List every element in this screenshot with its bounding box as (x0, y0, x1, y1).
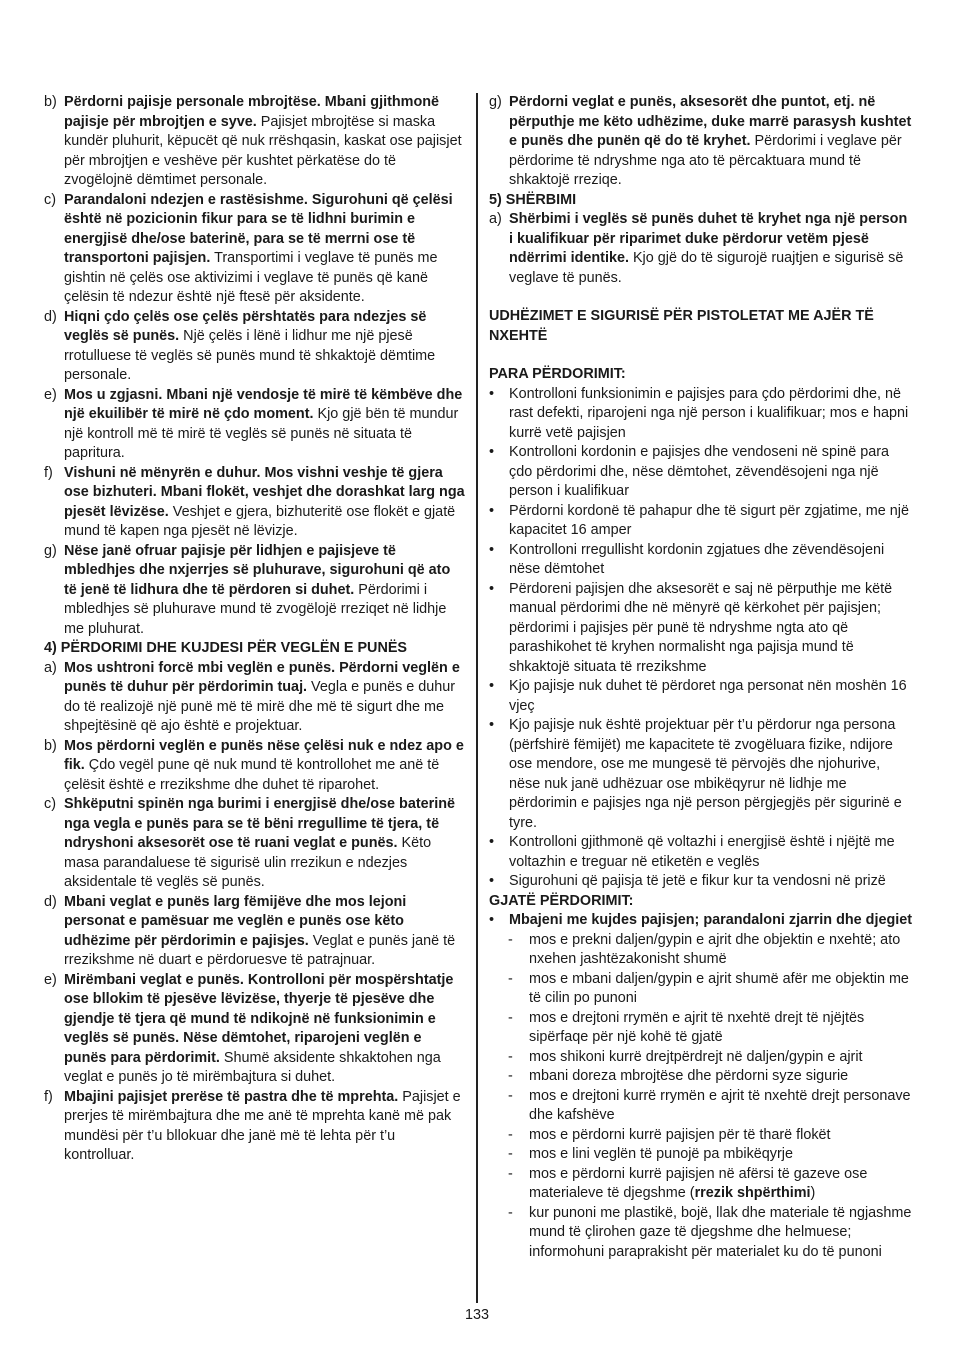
item-text: Përdorimi i veglave për përdorime të ndryshme nga ato të përcaktuara mund të shkaktojë rreziqe. (509, 133, 902, 188)
instruction-item (44, 542, 466, 640)
item-bold-text: Hiqni çdo çelës ose çelës përshtatës para ndezjes së veglës së punës. (64, 308, 427, 344)
item-text: Këto masa parandaluese të sigurisë ulin rrezikun e ndezjes aksidentale të veglës së punës. (64, 835, 432, 890)
dash-text: mos e mbani daljen/gypin e ajrit shumë afër me objektin me të cilin po punoni (529, 970, 909, 1006)
item-marker: e) (44, 971, 57, 988)
item-marker: d) (44, 893, 57, 910)
bullet-marker: • (489, 678, 495, 694)
item-text: Përdorimi i mbledhjes së pluhurave mund të zvogëlojë rreziqet në lidhje me pluhurat. (64, 581, 447, 637)
dash-marker: - (508, 1048, 513, 1065)
instruction-item (44, 308, 466, 386)
dash-marker: - (508, 1204, 513, 1221)
item-marker: e) (44, 386, 57, 403)
item-bold-text: Mbajini pajisjet prerëse të pastra dhe të mprehta. (64, 1088, 399, 1105)
instruction-item (44, 659, 466, 737)
item-bold-text: Mos u zgjasni. Mbani një vendosje të mirë të këmbëve dhe një ekuilibër të mirë në çdo moment. (64, 386, 463, 422)
dash-item (489, 1067, 913, 1087)
item-bold-text: Mos ushtroni forcë mbi veglën e punës. Përdorni veglën e punës të duhur për përdorimin tuaj. (64, 659, 460, 695)
item-marker: f) (44, 464, 53, 481)
spacer (489, 288, 913, 307)
dash-item (489, 1087, 913, 1126)
dash-item (489, 1145, 913, 1165)
bullet-marker: • (489, 444, 495, 460)
dash-text-after: ) (810, 1185, 816, 1201)
instruction-item (489, 93, 913, 191)
dash-marker: - (508, 931, 513, 948)
item-text: Kjo gjë do të sigurojë ruajtjen e sigurisë së veglave të punës. (509, 250, 904, 286)
bullet-marker: • (489, 385, 495, 402)
bullet-item (489, 443, 913, 502)
dash-text: mos shikoni kurrë drejtpërdrejt në daljen/gypin e ajrit (529, 1048, 863, 1065)
item-bold-text: Mbani veglat e punës larg fëmijëve dhe mos lejoni personat e pamësuar me veglën e punës ose këto udhëzime për përdorimin e pajisjes. (64, 893, 407, 949)
bullet-text: Përdorni kordonë të pahapur dhe të sigurt për zgjatime, me një kapacitet 16 amper (509, 502, 909, 538)
section-heading: 5) SHËRBIMI (489, 191, 577, 208)
item-text: Veglat e punës janë të rrezikshme në duart e përdoruesve të patrajnuar. (64, 932, 456, 968)
dash-item (489, 970, 913, 1009)
dash-marker: - (508, 1087, 513, 1104)
section-heading: GJATË PËRDORIMIT: (489, 892, 634, 909)
bullet-item (489, 833, 913, 872)
item-marker: d) (44, 308, 57, 325)
right-column (489, 93, 913, 1262)
bullet-item (489, 677, 913, 716)
item-marker: g) (44, 542, 57, 559)
item-bold-text: Mos përdorni veglën e punës nëse çelësi nuk e ndez apo e fik. (64, 737, 464, 773)
item-text: Një çelës i lënë i lidhur me një pjesë rrotulluese të veglës së punës mund të shkaktojë dëmtime personale. (64, 328, 436, 383)
dash-item (489, 1048, 913, 1068)
instruction-item (44, 971, 466, 1088)
item-text: Veshjet e gjera, bizhuteritë ose flokët e gjatë mund të kapen nga pjesët në lëvizje. (64, 503, 456, 539)
bullet-text: Kjo pajisje nuk duhet të përdoret nga personat nën moshën 16 vjeç (509, 678, 907, 714)
spacer (489, 346, 913, 365)
dash-text: mos e përdorni kurrë pajisjen në afërsi të gazeve ose materialeve të djegshme ( (529, 1165, 868, 1201)
section-heading: 4) PËRDORIMI DHE KUJDESI PËR VEGLËN E PUNËS (44, 640, 408, 656)
dash-item (489, 1204, 913, 1263)
bullet-text: Kontrolloni rregullisht kordonin zgjatues dhe zëvendësojeni nëse dëmtohet (509, 541, 885, 577)
bullet-marker: • (489, 502, 495, 519)
bullet-marker: • (489, 873, 495, 889)
dash-text: mos e lini veglën të punojë pa mbikëqyrje (529, 1146, 793, 1162)
dash-item (489, 931, 913, 970)
item-text: Pajisjet e prerjes të mirëmbajtura dhe me anë të mprehta kanë më pak mundësi për t’u bllokuar dhe janë më të lehta për t’u kontrolluar. (64, 1088, 461, 1163)
bullet-text: Kontrolloni kordonin e pajisjes dhe vendoseni në spinë para çdo përdorimi dhe, nëse dëmtohet, zëvendësojeni nga një person i kualifikuar (509, 444, 890, 499)
column-divider (476, 93, 478, 1303)
item-text: Çdo vegël pune që nuk mund të kontrollohet me anë të çelësit është e rrezikshme dhe duhet të riparohet. (64, 757, 440, 793)
section-heading: UDHËZIMET E SIGURISË PËR PISTOLETAT ME AJËR TË NXEHTË (489, 308, 874, 344)
bullet-item (489, 716, 913, 833)
item-bold-text: Parandaloni ndezjen e rastësishme. Sigurohuni që çelësi është në pozicionin fikur para se të lidhni burimin e energjisë dhe/ose baterinë, para se të merrni ose të transportoni pajisjen. (64, 191, 453, 266)
dash-item (489, 1126, 913, 1146)
item-bold-text: Përdorni veglat e punës, aksesorët dhe puntot, etj. në përputhje me këto udhëzime, duke marrë parasysh kushtet e punës dhe punën që do të kryhet. (509, 94, 912, 149)
bullet-marker: • (489, 912, 495, 928)
dash-text: mos e drejtoni kurrë rrymën e ajrit të nxehtë drejt personave dhe kafshëve (529, 1087, 911, 1123)
bullet-item (489, 911, 913, 931)
instruction-item (44, 386, 466, 464)
dash-text: mos e prekni daljen/gypin e ajrit dhe objektin e nxehtë; ato nxehen jashtëzakonisht shumë (529, 931, 901, 967)
item-bold-text: Shërbimi i veglës së punës duhet të kryhet nga një person i kualifikuar për riparimet duke përdorur vetëm pjesë ndërrimi identike. (509, 211, 908, 266)
dash-marker: - (508, 1068, 513, 1084)
item-bold-text: Mirëmbani veglat e punës. Kontrolloni për mospërshtatje ose bllokim të pjesëve lëvizëse, thyerje të pjesëve dhe gjendje të tjera që mund të ndikojnë në funksionimin e veglës së punës. Nëse dëmtohet, riparojeni veglën e punës para përdorimit. (64, 971, 454, 1066)
bullet-item (489, 385, 913, 444)
item-marker: g) (489, 94, 502, 110)
item-bold-text: Nëse janë ofruar pajisje për lidhjen e pajisjeve të mbledhjes dhe nxjerrjes së pluhurave, sigurohuni që ato të jenë të lidhura dhe të përdoren si duhet. (64, 542, 451, 598)
bullet-text: Sigurohuni që pajisja të jetë e fikur kur ta vendosni në prizë (509, 873, 886, 889)
section-heading: PARA PËRDORIMIT: (489, 366, 626, 382)
item-marker: a) (44, 659, 57, 676)
page-number: 133 (464, 1307, 489, 1323)
instruction-item (44, 93, 466, 191)
bullet-item (489, 580, 913, 678)
instruction-item (44, 464, 466, 542)
item-bold-text: Përdorni pajisje personale mbrojtëse. Mbani gjithmonë pajisje për mbrojtjen e syve. (64, 94, 440, 130)
dash-text: mos e përdorni kurrë pajisjen për të tharë flokët (529, 1126, 831, 1143)
dash-item (489, 1165, 913, 1204)
dash-marker: - (508, 1165, 513, 1182)
dash-marker: - (508, 1146, 513, 1162)
item-text: Transportimi i veglave të punës me gishtin në çelës ose aktivizimi i veglave të punës që kanë çelësin të ndezur është një ftesë për aksidente. (64, 250, 438, 305)
item-text: Vegla e punës e duhur do të realizojë një punë më të mirë dhe më të sigurt dhe me shpejtësinë që ajo është e projektuar. (64, 679, 456, 734)
bullet-text: Përdoreni pajisjen dhe aksesorët e saj në përputhje me këtë manual përdorimi dhe në mënyrë që kërkohet për pajisjen; përdorimi i pajisjes për punë të ndryshme ngta ato që parashikohet të kryhen normalisht nga pajisja mund të shkaktojë situata të rrezikshme (509, 580, 893, 675)
dash-item (489, 1009, 913, 1048)
dash-marker: - (508, 1009, 513, 1026)
bullet-text: Kjo pajisje nuk është projektuar për t’u përdorur nga persona (përfshirë fëmijët) me kapacitete të zvogëluara fizike, ndijore ose mendore, ose me mungesë të përvojës dhe njohurive, nëse nuk janë udhëzuar ose mbikëqyrur në lidhje me përdorimin e pajisjes nga një person përgjegjës për sigurinë e tyre. (509, 717, 902, 831)
item-marker: c) (44, 191, 56, 208)
bullet-item (489, 502, 913, 541)
instruction-item (489, 210, 913, 288)
instruction-item (44, 893, 466, 971)
item-marker: a) (489, 211, 502, 227)
item-marker: f) (44, 1088, 53, 1105)
left-column (44, 93, 466, 1166)
dash-text: kur punoni me plastikë, bojë, llak dhe materiale të ngjashme mund të çlirohen gaze të djegshme dhe helmuese; informohuni paraprakisht për materialet ku do të punoni (529, 1204, 912, 1260)
bullet-text: Kontrolloni gjithmonë që voltazhi i energjisë është i njëjtë me voltazhin e treguar në etiketën e veglës (509, 834, 895, 870)
bullet-marker: • (489, 541, 495, 558)
bullet-item (489, 541, 913, 580)
dash-marker: - (508, 1126, 513, 1143)
instruction-item (44, 795, 466, 893)
dash-text: mos e drejtoni rrymën e ajrit të nxehtë drejt të njëjtës sipërfaqe për një kohë të gjatë (529, 1009, 865, 1045)
bullet-marker: • (489, 834, 495, 850)
instruction-item (44, 191, 466, 308)
dash-text: mbani doreza mbrojtëse dhe përdorni syze sigurie (529, 1068, 849, 1084)
bullet-text: Mbajeni me kujdes pajisjen; parandaloni zjarrin dhe djegiet (509, 912, 913, 928)
item-bold-text: Shkëputni spinën nga burimi i energjisë dhe/ose baterinë nga vegla e punës para se të bëni rregullime të tjera, të ndryshoni aksesorët ose të ruani veglat e punës. (64, 796, 456, 851)
bullet-marker: • (489, 580, 495, 597)
item-text: Pajisjet mbrojtëse si maska kundër pluhurit, këpucët që nuk rrëshqasin, kaskat ose pajisjet për mbrojtjen e veshëve për kushtet përkatëse do të zvogëlojnë dëmtimet personale. (64, 113, 462, 188)
bullet-marker: • (489, 717, 495, 733)
bullet-item (489, 872, 913, 892)
bullet-text: Kontrolloni funksionimin e pajisjes para çdo përdorimi dhe, në rast defekti, riparojeni nga një person i kualifikuar; mos e hapni kurrë vetë pajisjen (509, 385, 909, 441)
item-bold-text: Vishuni në mënyrën e duhur. Mos vishni veshje të gjera ose bizhuteri. Mbani flokët, veshjet dhe dorashkat larg nga pjesët lëvizëse. (64, 464, 465, 520)
instruction-item (44, 737, 466, 796)
item-marker: b) (44, 737, 57, 754)
instruction-item (44, 1088, 466, 1166)
item-marker: b) (44, 94, 57, 110)
item-text: Shumë aksidente shkaktohen nga veglat e punës jo të mirëmbajtura si duhet. (64, 1049, 441, 1085)
dash-bold-text: rrezik shpërthimi (694, 1185, 811, 1201)
item-marker: c) (44, 796, 56, 812)
item-text: Kjo gjë bën të mundur një kontroll më të mirë të veglës së punës në situata të papritura. (64, 406, 459, 461)
dash-marker: - (508, 970, 513, 987)
